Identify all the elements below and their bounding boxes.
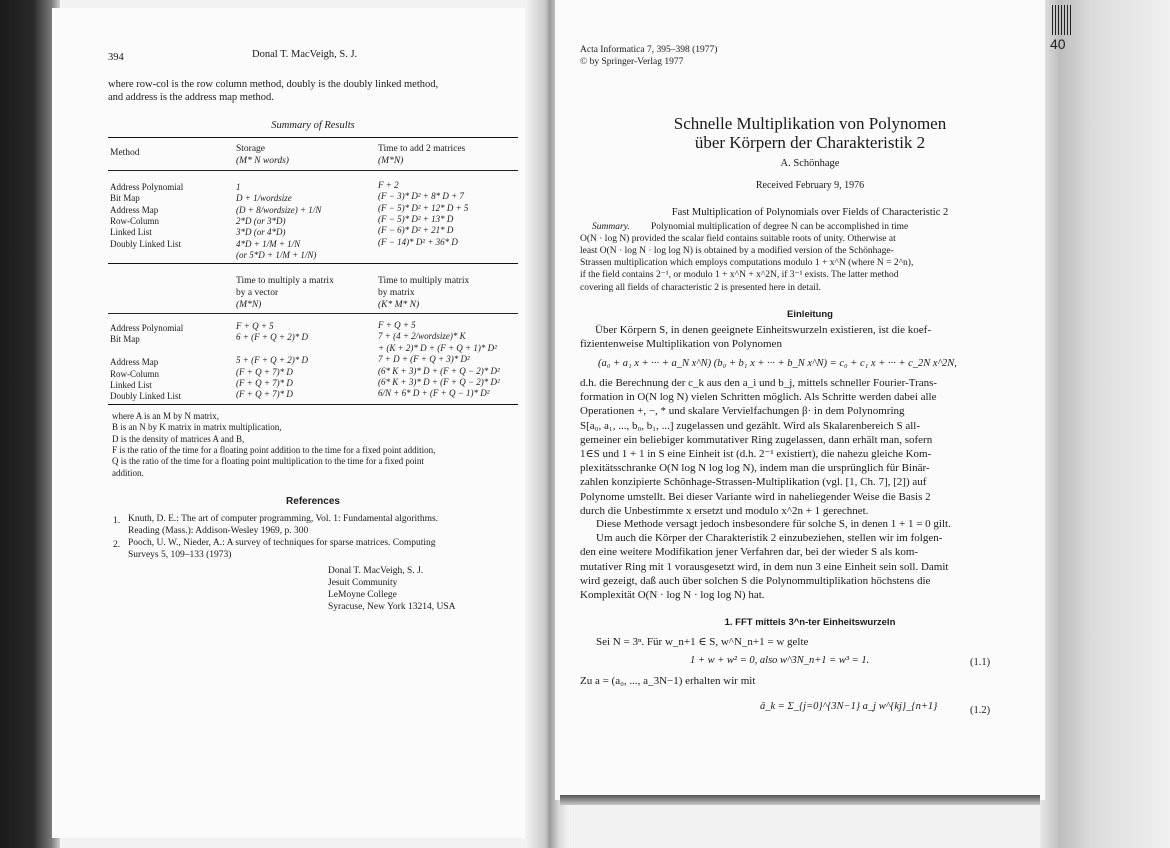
para2-line: d.h. die Berechnung der c_k aus den a_i und b_j, mittels schneller Fourier-Trans- (580, 377, 938, 389)
table1-storage-cell: D + 1/wordsize (236, 193, 292, 204)
table2-header-matrix-1: Time to multiply matrix (378, 276, 470, 286)
table2-matrix-cell: 7 + (4 + 2/wordsize)* K (378, 331, 466, 342)
table1-method-cell: Linked List (110, 227, 152, 238)
table2-method-cell: Address Map (110, 357, 159, 368)
table1-header-add: Time to add 2 matrices (378, 144, 466, 154)
para3-line: mutativer Ring mit 1 vorausgesetzt wird, in dem nun 3 eine Einheit sein soll. Damit (580, 560, 949, 573)
table2-header-matrix-2: by matrix (378, 288, 415, 298)
table1-storage-cell: 2*D (or 3*D) (236, 215, 286, 226)
address-line-3: LeMoyne College (328, 590, 397, 600)
table1-add-cell: (F − 14)* D² + 36* D (378, 236, 458, 247)
table1-header-rule (108, 170, 518, 171)
table1-header-storage: Storage (236, 144, 266, 154)
equation-1-2-label: (1.2) (970, 705, 991, 716)
formula-product: (a₀ + a₁ x + ··· + a_N x^N) (b₀ + b₁ x + ··· + b_N x^N) = c₀ + c₁ x + ··· + c_2N x^2N, (598, 358, 957, 369)
para3-line: wird gezeigt, daß auch über solchen S die Polynommultiplikation höchstens die (580, 574, 931, 587)
para2-line: plexitätsschranke O(N log N log log N), indem man die ursprünglich für Binär- (580, 462, 930, 475)
edge-number: 40 (1050, 36, 1066, 52)
table2-method-cell: Address Polynomial (110, 323, 184, 333)
table1-storage-cell: (D + 8/wordsize) + 1/N (236, 204, 322, 215)
para3-line: Diese Methode versagt jedoch insbesondere für solche S, in denen 1 + 1 = 0 gilt. (596, 518, 951, 530)
table2-matrix-cell: + (K + 2)* D + (F + Q + 1)* D² (378, 342, 497, 353)
table1-storage-cell: 3*D (or 4*D) (236, 227, 286, 238)
table1-add-cell: (F − 5)* D² + 13* D (378, 213, 454, 224)
para2-line: S[a₀, a₁, ..., b₀, b₁, ...] zugelassen und gezählt. Wird als Skalarenbereich S all- (580, 419, 921, 432)
references-heading: References (286, 496, 340, 507)
running-head: Donal T. MacVeigh, S. J. (252, 49, 358, 60)
table1-method-cell: Doubly Linked List (110, 238, 181, 249)
table2-matrix-cell: (6* K + 3)* D + (F + Q − 2)* D² (378, 365, 500, 376)
note-line: B is an N by K matrix in matrix multiplication, (112, 422, 282, 433)
article-title-line-1: Schnelle Multiplikation von Polynomen (673, 114, 947, 133)
table2-header-vector-1: Time to multiply a matrix (236, 276, 334, 286)
section-heading-fft: 1. FFT mittels 3^n-ter Einheitswurzeln (724, 617, 896, 628)
para2-line: zahlen konzipierte Schönhage-Strassen-Multiplikation (vgl. [1, Ch. 7], [2]) auf (580, 476, 927, 489)
table2-method-cell: Bit Map (110, 334, 140, 345)
english-title: Fast Multiplication of Polynomials over Fields of Characteristic 2 (671, 207, 949, 218)
right-page-edge (1040, 0, 1170, 848)
table2-bottom-rule (108, 404, 518, 405)
table1-storage-cell: (or 5*D + 1/M + 1/N) (236, 249, 317, 260)
journal-citation: Acta Informatica 7, 395–398 (1977) (580, 45, 718, 55)
para2-line: formation in O(N log N) vielen Schritten möglich. Als Schritte werden dabei alle (580, 391, 937, 404)
equation-1-2: â_k = Σ_{j=0}^{3N−1} a_j w^{kj}_{n+1} (760, 701, 938, 712)
table2-matrix-cell: 7 + D + (F + Q + 3)* D² (378, 354, 470, 365)
table2-header-matrix-3: (K* M* N) (378, 300, 420, 310)
para3-line: den eine weitere Modifikation jener Verfahren dar, bei der wieder S als kom- (580, 546, 919, 559)
received-date: Received February 9, 1976 (755, 180, 865, 191)
table2-header-rule (108, 313, 518, 314)
table1-header-add-unit: (M*N) (378, 156, 404, 166)
table2-method-cell: Linked List (110, 380, 152, 390)
equation-1-1: 1 + w + w² = 0, also w^3N_n+1 = w³ = 1. (690, 655, 870, 666)
para1-line-1: Über Körpern S, in denen geeignete Einheitswurzeln existieren, ist die koef- (595, 324, 931, 336)
table2-vector-cell: (F + Q + 7)* D (236, 378, 293, 388)
reference-1-number: 1. (113, 516, 121, 526)
table2-matrix-cell: (6* K + 3)* D + (F + Q − 2)* D² (378, 377, 500, 387)
table1-add-cell: (F − 3)* D² + 8* D + 7 (378, 191, 464, 202)
sei-line: Sei N = 3ⁿ. Für w_n+1 ∈ S, w^N_n+1 = w gelte (596, 636, 809, 648)
note-line: D is the density of matrices A and B, (112, 433, 245, 444)
table1-method-cell: Row-Column (110, 215, 160, 226)
table2-method-cell: Doubly Linked List (110, 391, 181, 402)
table1-method-cell: Address Map (110, 204, 159, 215)
table1-add-cell: F + 2 (378, 180, 399, 190)
table1-add-cell: (F − 6)* D² + 21* D (378, 225, 454, 236)
para3-line: Um auch die Körper der Charakteristik 2 einzubeziehen, stellen wir im folgen- (596, 532, 943, 545)
article-title-line-2: über Körpern der Charakteristik 2 (694, 133, 926, 152)
left-binding-shadow (0, 0, 60, 848)
table2-matrix-cell: F + Q + 5 (378, 320, 416, 330)
para2-line: durch die Unbestimmte x ersetzt und modulo x^2n + 1 gerechnet. (580, 504, 869, 517)
publisher-line: © by Springer-Verlag 1977 (580, 57, 684, 67)
table2-vector-cell: (F + Q + 7)* D (236, 366, 293, 377)
page-number: 394 (108, 52, 124, 63)
table2-vector-cell: 6 + (F + Q + 2)* D (236, 332, 308, 343)
bottom-shadow (560, 795, 1040, 805)
page-edge-stripes (1052, 5, 1072, 35)
table2-vector-cell: F + Q + 5 (236, 321, 274, 331)
address-line-4: Syracuse, New York 13214, USA (328, 602, 456, 612)
table1-storage-cell: 1 (236, 182, 241, 192)
zu-line: Zu a = (a₀, ..., a_3N−1) erhalten wir mit (580, 675, 756, 687)
summary-line: if the field contains 2⁻¹, or modulo 1 + x^N + x^2N, if 3⁻¹ exists. The latter method (580, 270, 899, 281)
note-line: Q is the ratio of the time for a floating point multiplication to the time for a fixed point (112, 456, 424, 467)
table2-vector-cell: (F + Q + 7)* D (236, 389, 293, 400)
note-line: where A is an M by N matrix, (112, 411, 219, 421)
table2-matrix-cell: 6/N + 6* D + (F + Q − 1)* D² (378, 388, 490, 399)
summary-line: covering all fields of characteristic 2 is presented here in detail. (580, 282, 821, 293)
table1-method-cell: Bit Map (110, 193, 140, 204)
table2-header-vector-2: by a vector (236, 288, 279, 298)
table1-header-method: Method (110, 148, 140, 158)
intro-line-2: and address is the address map method. (108, 92, 274, 103)
para2-line: gemeiner ein beliebiger kommutativer Ring zugelassen, dann erhält man, sofern (580, 433, 933, 446)
table1-add-cell: (F − 5)* D² + 12* D + 5 (378, 202, 469, 213)
para2-line: Polynome umstellt. Bei dieser Variante wird in naheliegender Weise die Basis 2 (580, 490, 931, 503)
reference-2-number: 2. (113, 540, 121, 550)
table1-method-cell: Address Polynomial (110, 182, 184, 192)
author: A. Schönhage (780, 158, 840, 169)
table2-vector-cell: 5 + (F + Q + 2)* D (236, 355, 308, 366)
para1-line-2: fizientenweise Multiplikation von Polynomen (580, 338, 782, 350)
intro-line-1: where row-col is the row column method, doubly is the doubly linked method, (108, 79, 439, 90)
section-heading-einleitung: Einleitung (787, 309, 833, 320)
equation-1-1-label: (1.1) (970, 657, 991, 668)
table-title: Summary of Results (271, 120, 355, 131)
para2-line: Operationen +, −, * und skalare Vervielfachungen β· in dem Polynomring (580, 405, 905, 418)
table1-header-storage-unit: (M* N words) (236, 156, 289, 166)
summary-line: least O(N · log N · log log N) is obtained by a modified version of the Schönhage- (580, 246, 894, 257)
reference-2-line-1: Pooch, U. W., Nieder, A.: A survey of techniques for sparse matrices. Computing (128, 538, 436, 548)
table1-storage-cell: 4*D + 1/M + 1/N (236, 238, 301, 249)
table1-bottom-rule (108, 263, 518, 264)
para2-line: 1∈S und 1 + 1 in S eine Einheit ist (d.h. 2⁻¹ existiert), die nahezu gleiche Kom- (580, 448, 932, 460)
reference-1-line-2: Reading (Mass.): Addison-Wesley 1969, p. 300 (128, 526, 309, 536)
reference-2-line-2: Surveys 5, 109–133 (1973) (128, 550, 232, 560)
summary-line: O(N · log N) provided the scalar field contains suitable roots of unity. Otherwise at (580, 234, 896, 245)
table2-header-vector-3: (M*N) (236, 300, 262, 310)
summary-line: Strassen multiplication which employs computations modulo 1 + x^N (where N = 2^n), (580, 258, 914, 269)
table2-method-cell: Row-Column (110, 368, 160, 379)
table-rule-top (108, 137, 518, 138)
note-line: F is the ratio of the time for a floating point addition to the time for a fixed point addition, (112, 444, 436, 455)
summary-label: Summary. (592, 222, 630, 232)
reference-1-line-1: Knuth, D. E.: The art of computer programming, Vol. 1: Fundamental algorithms. (128, 514, 439, 524)
summary-line: Polynomial multiplication of degree N can be accomplished in time (651, 222, 909, 232)
note-line: addition. (112, 467, 144, 478)
para3-line: Komplexität O(N · log N · log log N) hat. (580, 589, 765, 601)
address-line-1: Donal T. MacVeigh, S. J. (328, 566, 424, 576)
address-line-2: Jesuit Community (328, 578, 398, 588)
